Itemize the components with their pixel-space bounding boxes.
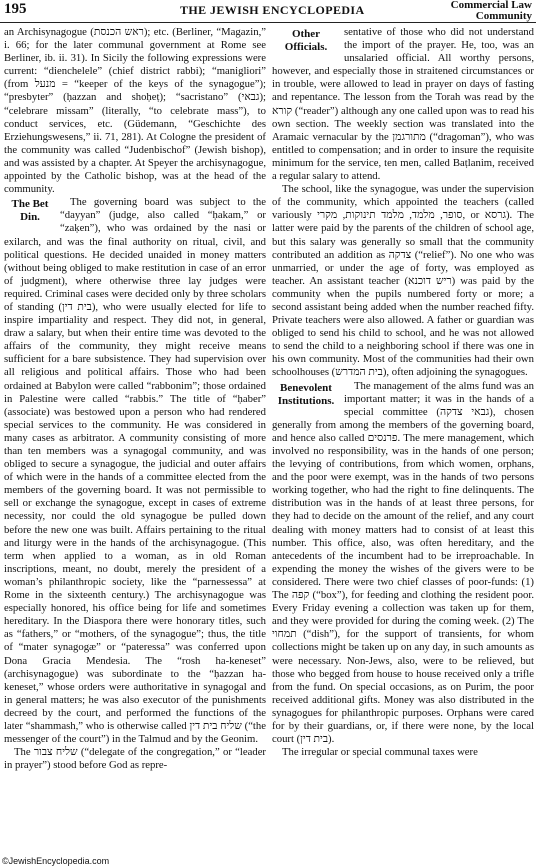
section-line-1: Commercial Law [450, 0, 532, 11]
right-column [272, 26, 534, 759]
side-heading-bet-din: The Bet Din. [11, 198, 49, 224]
paragraph: sentative of those who did not understand the import of the prayer. He, too, was an unsalaried official. All worthy persons, however, and especially those in straitened circumstances or in trouble, were allowed to lead in prayer on days of fasting and repentance. The lesson from the Torah was read by the קורא (“reader”) although any one called upon was to read his own section. The weekly section was translated into the Aramaic vernacular by the מתורגמן (“dragoman”), who was entitled to compensation; and in order to insure the requisite minimum for the service, ten men, called Baṭlanim, received a regular salary to attend. [272, 26, 534, 183]
paragraph: The management of the alms fund was an important matter; it was in the hands of a special committee (גבאי צדקה), chosen generally from among the members of the governing board, and hence also called פרנסים. The mere management, which involved no responsibility, was in the hands of one person; the levying of contributions, from which women, orphans, and the poor were exempt, was in the hands of two persons working together, who had the right to fine delinquents. The distribution was in the hands of at least three persons, for they had to decide on the amount of the relief, and any court dealing with money matters had to consist of at least this number. This office, also, was often hereditary, and the antecedents of the incumbent had to be irreproachable. In expending the money the wishes of the givers were to be considered. There were two chief classes of poor-funds: (1) The קפה (“box”), for feeding and clothing the resident poor. Every Friday evening a collection was taken up for them, and they were provided for during the coming week. (2) The תמחוי (“dish”), for the support of transients, for whom collections might be taken up on any day, in such amounts as were necessary. Non-Jews, also, were to be relieved, but those who begged from house to house received only a trifle from the fund. On special occasions, as on Purim, the poor received additional gifts. Money was also distributed in the synagogues for philanthropic purposes. Orphans were cared for by their guardians, or, if there were none, by the local court (בית דין). [272, 379, 534, 746]
left-column [4, 26, 266, 772]
copyright-footer: ©JewishEncyclopedia.com [2, 856, 110, 866]
page-header [0, 0, 536, 22]
paragraph: The שליח צבור (“delegate of the congregation,” or “leader in prayer”) stood before God as repre- [4, 746, 266, 772]
paragraph: an Archisynagogue (ראש הכנסת); etc. (Berliner, “Magazin,” i. 66; for the later communal government at Rome see Berliner, ib. ii. 31). In Sicily the following expressions were current: “dienchelele” (chief district rabbi); “manigliori” (from מנעל = “keeper of the keys of the synagogue”); “presbyter” (ḥazzan and shoḥeṭ); “sacristano” (גבאי); “celebrare missam” (literally, “to celebrate mass”), to conduct services, etc. (Güdemann, “Geschichte des Erziehungswesens,” ii. 71, 281). At Cologne the president of the community was called “Judenbischof” (Jewish bishop), and was assisted by a chapter. At Speyer the archisynagogue, appointed by the Catholic bishop, was at the head of the community. [4, 26, 266, 196]
header-rule [0, 22, 536, 23]
section-heading [451, 0, 532, 22]
page-number: 195 [4, 1, 27, 17]
section-line-2: Community [475, 10, 532, 22]
paragraph: The governing board was subject to the “dayyan” (judge, also called “ḥakam,” or “zaḳen”), who was ordained by the nasi or exilarch, and was the final authority on ritual, civil, and political questions. He decided unaided in money matters (without being obliged to make restitution in case of an error of judgment), where otherwise three lay judges were required. Criminal cases were decided only by three scholars of standing (בית דין), who were usually elected for life to inspire impartiality and respect. They did not, in general, draw a salary, but when their entire time was devoted to the affairs of the community, they might receive means sufficient for a bare subsistence. They had supervision over all religious and political affairs. Those who had been ordained at Babylon were called “rabbonim”; those ordained in Palestine were called “rabbis.” The title of “ḥaber” (associate) was bestowed upon a person who had rendered special services to the community. He was considered in many cases as arbitrator. A community consisting of more than ten members was a synagogal community, and was obliged to secure a synagogue, the judicial and outer affairs of which were in the hands of a committee elected from the members of the governing board. It was not permissible to sell or exchange the synagogue, except in cases of extreme necessity, nor could the old synagogue be pulled down before the new one was built. Affairs pertaining to the ritual and liturgy were in the hands of the archisynagogue. (This term when applied to a woman, as in old Roman inscriptions, meant, no doubt, merely the president of a woman’s philanthropic society, like the “parnessessa” at Rome in the sixteenth century.) The archisynagogue was especially honored, his office being for life and sometimes hereditary. In the Diaspora there were honorary titles, such as “fathers,” or “mothers, of the synagogue”; thus, the title of “mater synagogæ” or “pateressa” was conferred upon Dona Gracia Mendesia. The “rosh ha-keneset” (archisynagogue) was subordinate to the “ḥazzan ha-keneset,” whose orders were authoritative in synagogal and in general matters; he was also executor of the punishments decreed by the court, and performed the functions of the later “shammash,” who is otherwise called שליח בית דין (“the messenger of the court”) in the Talmud and by the Geonim. [4, 196, 267, 746]
side-heading-benevolent-institutions: Benevolent Institutions. [277, 381, 335, 407]
side-heading-other-officials: Other Officials. [284, 28, 328, 53]
paragraph: The school, like the synagogue, was under the supervision of the community, which appointed the teachers (called variously סופר, מלמד, מלמד תינוקות, מקרי, or גרסא). The latter were paid by the parents of the children of school age, but this salary was generally so small that the community contributed an addition as צדקה (“relief”). No one who was unmarried, or under the age of forty, was employed as teacher. An assistant teacher (ריש דוכנא) was paid by the community when the pupils numbered forty or more; a second assistant being added when the number reached fifty. Private teachers were also allowed. A father or guardian was obliged to send his child to school, and he was not allowed to send the child to a neighboring school if there was one in his own community. Most of the communities had their own schoolhouses (בית המדרש), often adjoining the synagogues. [272, 183, 535, 379]
running-title: THE JEWISH ENCYCLOPEDIA [180, 3, 365, 17]
paragraph: The irregular or special communal taxes were [282, 746, 478, 759]
